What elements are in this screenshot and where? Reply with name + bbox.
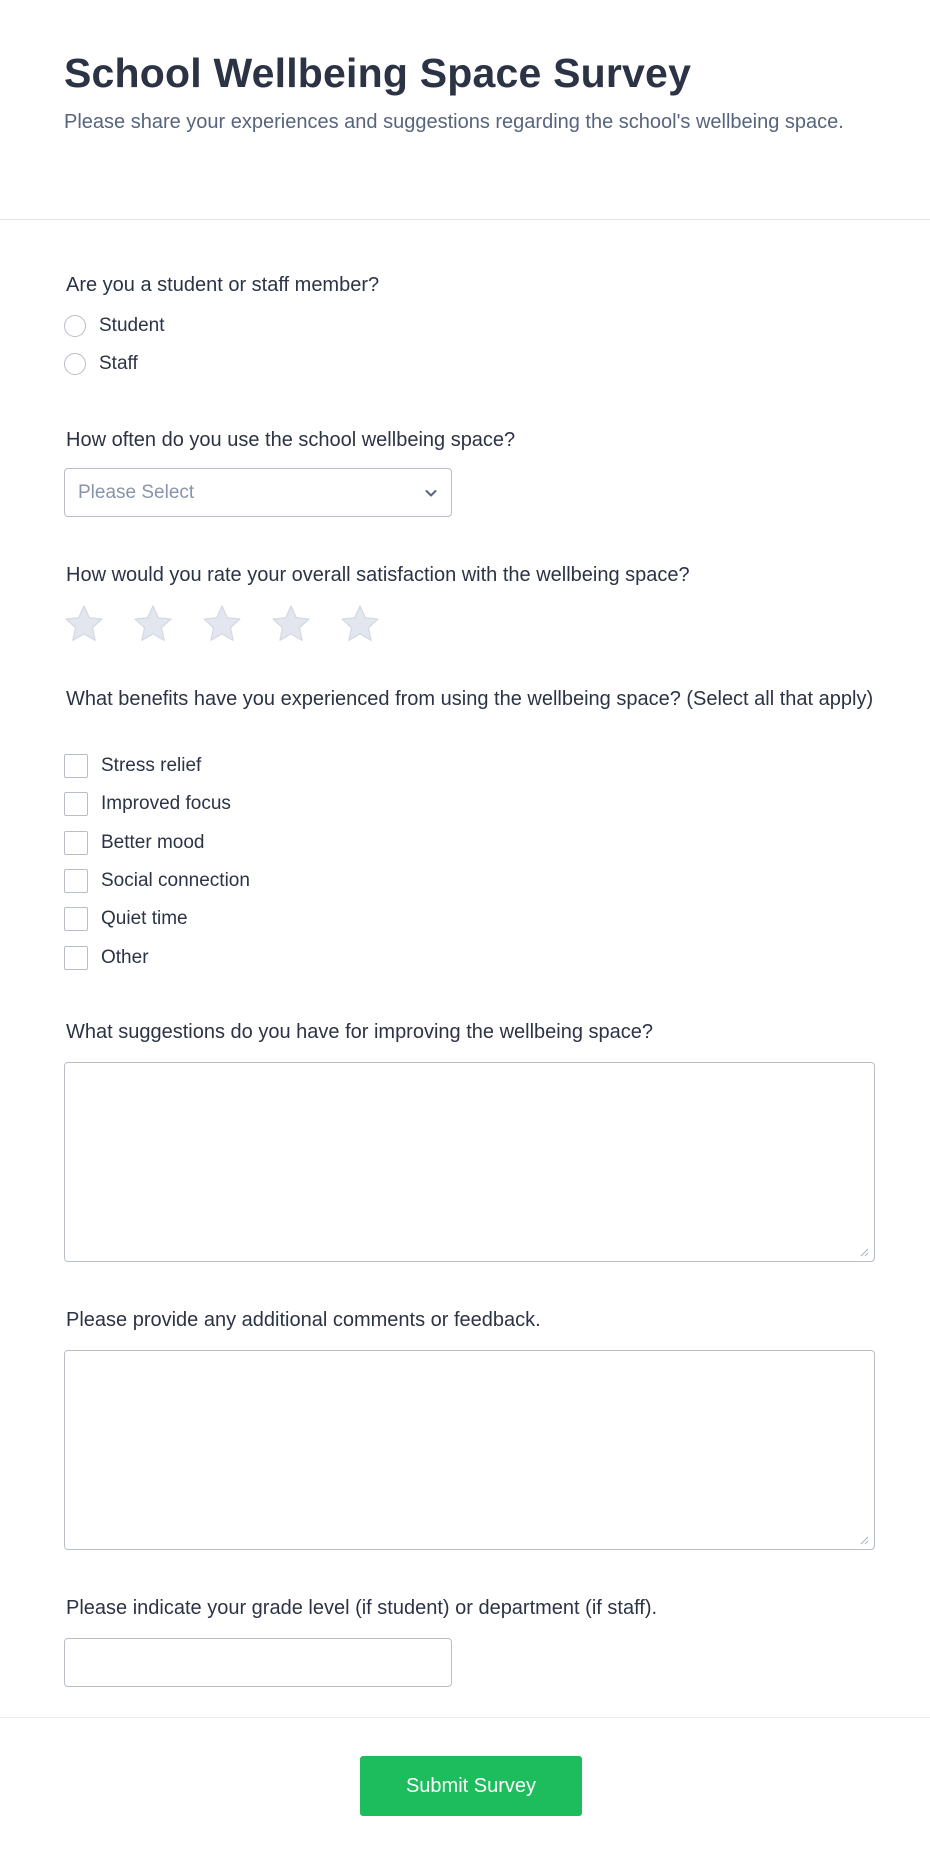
form-footer: [0, 1717, 930, 1865]
checkbox-option-quiet-time[interactable]: [64, 906, 188, 932]
question-role-label: Are you a student or staff member?: [66, 274, 380, 296]
checkbox[interactable]: [64, 869, 88, 893]
checkbox-option-better-mood[interactable]: [64, 830, 205, 856]
question-grade-department-label: Please indicate your grade level (if student) or department (if staff).: [66, 1597, 658, 1619]
checkbox[interactable]: [64, 831, 88, 855]
checkbox[interactable]: [64, 907, 88, 931]
chevron-down-icon: [423, 485, 439, 501]
checkbox[interactable]: [64, 754, 88, 778]
radio-button[interactable]: [64, 353, 86, 375]
star-icon[interactable]: [202, 604, 242, 644]
submit-button[interactable]: Submit Survey: [360, 1756, 582, 1816]
checkbox-option-stress-relief[interactable]: [64, 753, 201, 779]
star-rating: [64, 604, 409, 644]
checkbox-option-improved-focus[interactable]: [64, 791, 231, 817]
form-header: [0, 0, 930, 220]
resize-grip-icon[interactable]: [859, 1535, 869, 1545]
star-icon[interactable]: [340, 604, 380, 644]
radio-button[interactable]: [64, 315, 86, 337]
checkbox-option-label: Better mood: [101, 832, 205, 853]
radio-option-label: Student: [99, 315, 165, 336]
question-frequency-label: How often do you use the school wellbeing space?: [66, 429, 516, 451]
frequency-select[interactable]: [64, 468, 452, 517]
question-suggestions-label: What suggestions do you have for improving the wellbeing space?: [66, 1021, 654, 1043]
checkbox-option-label: Stress relief: [101, 755, 202, 776]
radio-option-staff[interactable]: [64, 351, 138, 377]
suggestions-textarea[interactable]: [64, 1062, 875, 1262]
radio-option-label: Staff: [99, 353, 138, 374]
checkbox-option-label: Other: [101, 947, 149, 968]
checkbox[interactable]: [64, 792, 88, 816]
form-title: School Wellbeing Space Survey: [64, 50, 692, 96]
star-icon[interactable]: [64, 604, 104, 644]
checkbox-option-label: Improved focus: [101, 793, 231, 814]
checkbox-option-other[interactable]: [64, 945, 149, 971]
star-icon[interactable]: [271, 604, 311, 644]
checkbox-option-label: Quiet time: [101, 908, 188, 929]
form-subtitle: Please share your experiences and suggestions regarding the school's wellbeing space.: [64, 111, 844, 133]
grade-department-input[interactable]: [64, 1638, 452, 1687]
star-icon[interactable]: [133, 604, 173, 644]
checkbox[interactable]: [64, 946, 88, 970]
question-satisfaction-label: How would you rate your overall satisfaction with the wellbeing space?: [66, 564, 690, 586]
radio-option-student[interactable]: [64, 313, 165, 339]
comments-textarea[interactable]: [64, 1350, 875, 1550]
resize-grip-icon[interactable]: [859, 1247, 869, 1257]
checkbox-option-label: Social connection: [101, 870, 250, 891]
checkbox-option-social-connection[interactable]: [64, 868, 250, 894]
question-comments-label: Please provide any additional comments or feedback.: [66, 1309, 541, 1331]
select-placeholder: Please Select: [78, 482, 195, 503]
question-benefits-label: What benefits have you experienced from using the wellbeing space? (Select all that apply): [66, 688, 874, 710]
